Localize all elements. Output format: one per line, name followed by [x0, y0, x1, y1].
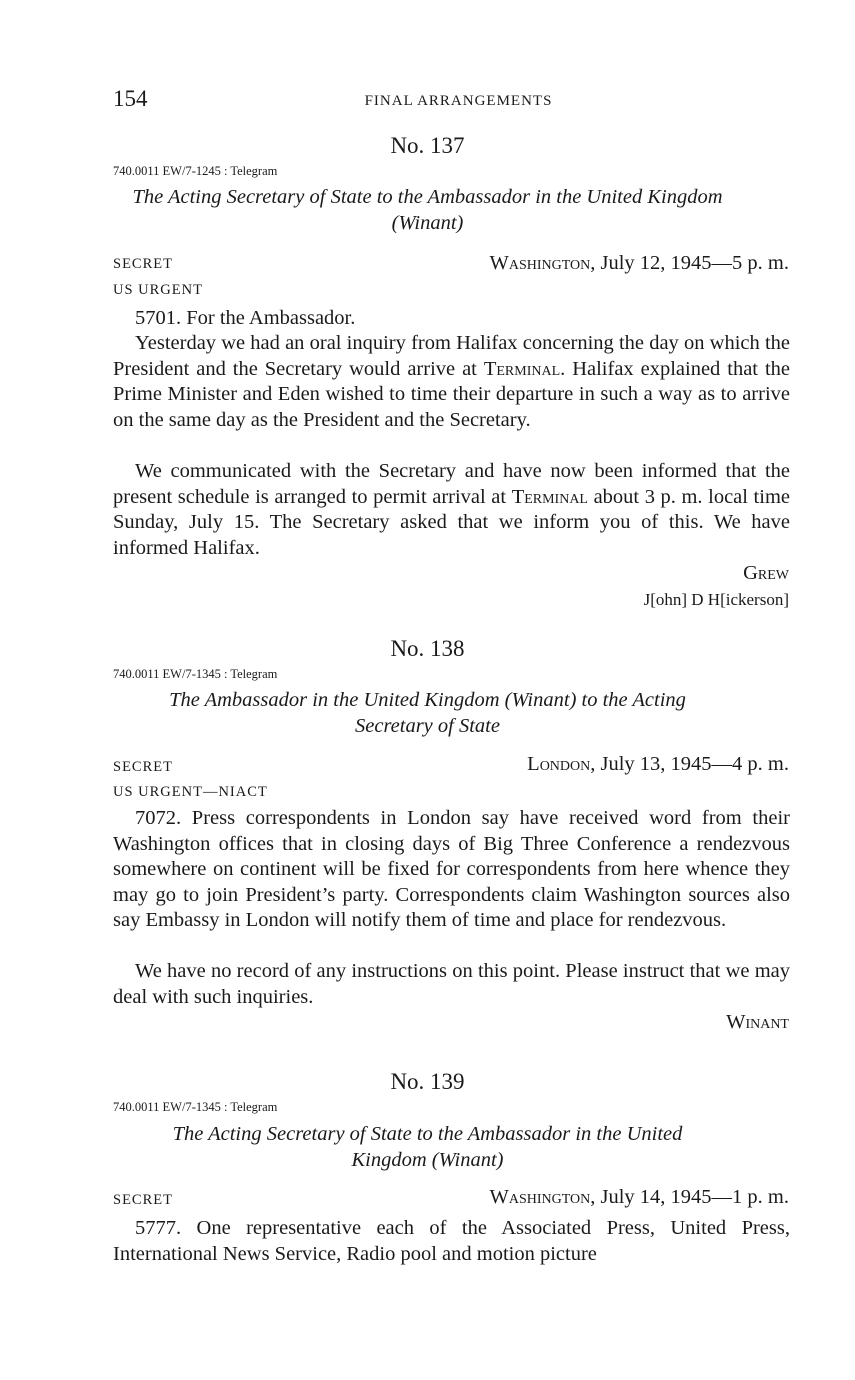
paragraph: Yesterday we had an oral inquiry from Halifax concerning the day on which the President and the Secretary would arrive at Terminal. Halifax explained that the Prime Minister and Eden wished to time their departure in such a way as to arrive on the same day as the President and the Secretary.: [113, 332, 790, 431]
dateline-date: , July 14, 1945—1 p. m.: [590, 1186, 789, 1208]
paragraph: We have no record of any instructions on this point. Please instruct that we may deal with such inquiries.: [113, 960, 790, 1008]
classification-secret: SECRET: [113, 759, 173, 775]
document-number: No. 139: [390, 1069, 465, 1094]
running-head: FINAL ARRANGEMENTS: [364, 93, 553, 109]
document-title: The Ambassador in the United Kingdom (Winant) to the Acting: [169, 689, 686, 711]
file-reference: 740.0011 EW/7-1345 : Telegram: [113, 1100, 278, 1114]
classification-secret: SECRET: [113, 1192, 173, 1208]
dateline-date: , July 13, 1945—4 p. m.: [590, 753, 789, 775]
document-title-continued: (Winant): [391, 212, 464, 234]
dateline-date: , July 12, 1945—5 p. m.: [590, 252, 789, 274]
file-reference: 740.0011 EW/7-1345 : Telegram: [113, 667, 278, 681]
classification-urgent: US URGENT—NIACT: [113, 784, 268, 800]
document-number: No. 138: [390, 636, 465, 661]
dateline: [527, 753, 789, 776]
file-reference: 740.0011 EW/7-1245 : Telegram: [113, 164, 278, 178]
document-title: The Acting Secretary of State to the Ambassador in the United: [172, 1123, 683, 1145]
paragraph: 5777. One representative each of the Associated Press, United Press, International News Service, Radio pool and motion picture: [113, 1217, 790, 1265]
signature: Grew: [743, 562, 789, 584]
dateline-place: London: [527, 753, 591, 775]
dateline-place: Washington: [489, 1186, 591, 1208]
document-title-continued: Secretary of State: [355, 715, 500, 737]
document-title: The Acting Secretary of State to the Ambassador in the United Kingdom: [132, 186, 723, 208]
paragraph: We communicated with the Secretary and have now been informed that the present schedule is arranged to permit arrival at Terminal about 3 p. m. local time Sunday, July 15. The Secretary asked that we inform you of this. We have informed Halifax.: [113, 460, 790, 559]
dateline: [489, 252, 789, 275]
paragraph: 5701. For the Ambassador.: [135, 307, 356, 329]
dateline: [489, 1186, 789, 1209]
document-number: No. 137: [390, 133, 465, 158]
page-number: 154: [113, 86, 148, 111]
classification-secret: SECRET: [113, 256, 173, 272]
dateline-place: Washington: [489, 252, 591, 274]
classification-urgent: US URGENT: [113, 282, 203, 298]
signature: Winant: [726, 1011, 789, 1033]
paragraph: 7072. Press correspondents in London say have received word from their Washington offices that in closing days of Big Three Conference a rendezvous somewhere on continent will be fixed for correspondents from here whence they may go to join President’s party. Correspondents claim Washington sources also say Embassy in London will notify them of time and place for rendezvous.: [113, 807, 790, 931]
document-title-continued: Kingdom (Winant): [351, 1149, 504, 1171]
drafter-initials: J[ohn] D H[ickerson]: [643, 590, 789, 609]
